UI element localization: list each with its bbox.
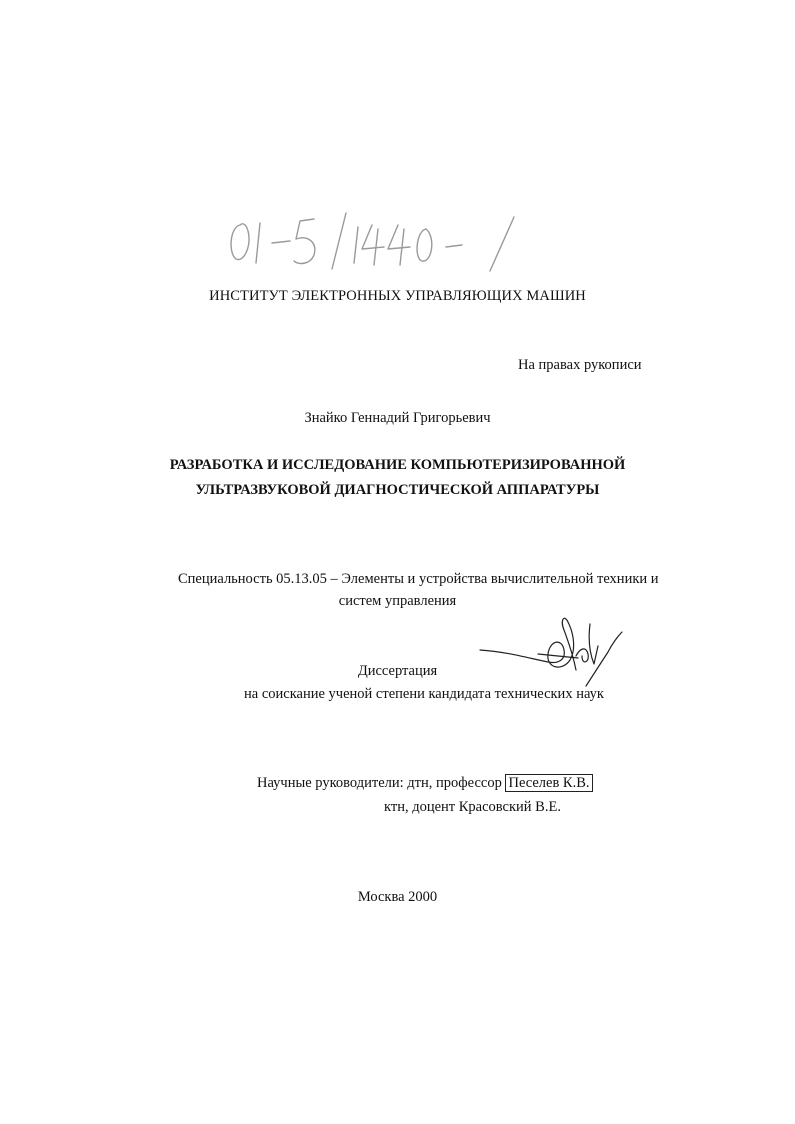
manuscript-rights: На правах рукописи [518, 357, 642, 373]
supervisor-first-name: Песелев К.В. [505, 774, 592, 792]
title-line-1: РАЗРАБОТКА И ИССЛЕДОВАНИЕ КОМПЬЮТЕРИЗИРОВАННОЙ [169, 457, 626, 473]
title-line-2: УЛЬТРАЗВУКОВОЙ ДИАГНОСТИЧЕСКОЙ АППАРАТУРЫ [195, 482, 600, 498]
dissertation-title [0, 453, 795, 503]
dissertation-type: Диссертация [357, 663, 438, 679]
supervisors-line-2: ктн, доцент Красовский В.Е. [384, 799, 561, 815]
institute-name: ИНСТИТУТ ЭЛЕКТРОННЫХ УПРАВЛЯЮЩИХ МАШИН [209, 288, 586, 304]
city-year: Москва 2000 [357, 889, 438, 905]
specialty-line-1: Специальность 05.13.05 – Элементы и устройства вычислительной техники и [178, 571, 659, 587]
supervisors-label: Научные руководители: дтн, профессор [257, 775, 502, 791]
degree-line: на соискание ученой степени кандидата технических наук [244, 686, 604, 702]
supervisors-line-1 [257, 775, 593, 792]
author-name: Знайко Геннадий Григорьевич [304, 410, 491, 426]
specialty-line-2: систем управления [338, 593, 457, 609]
handwritten-archive-code [222, 205, 542, 275]
